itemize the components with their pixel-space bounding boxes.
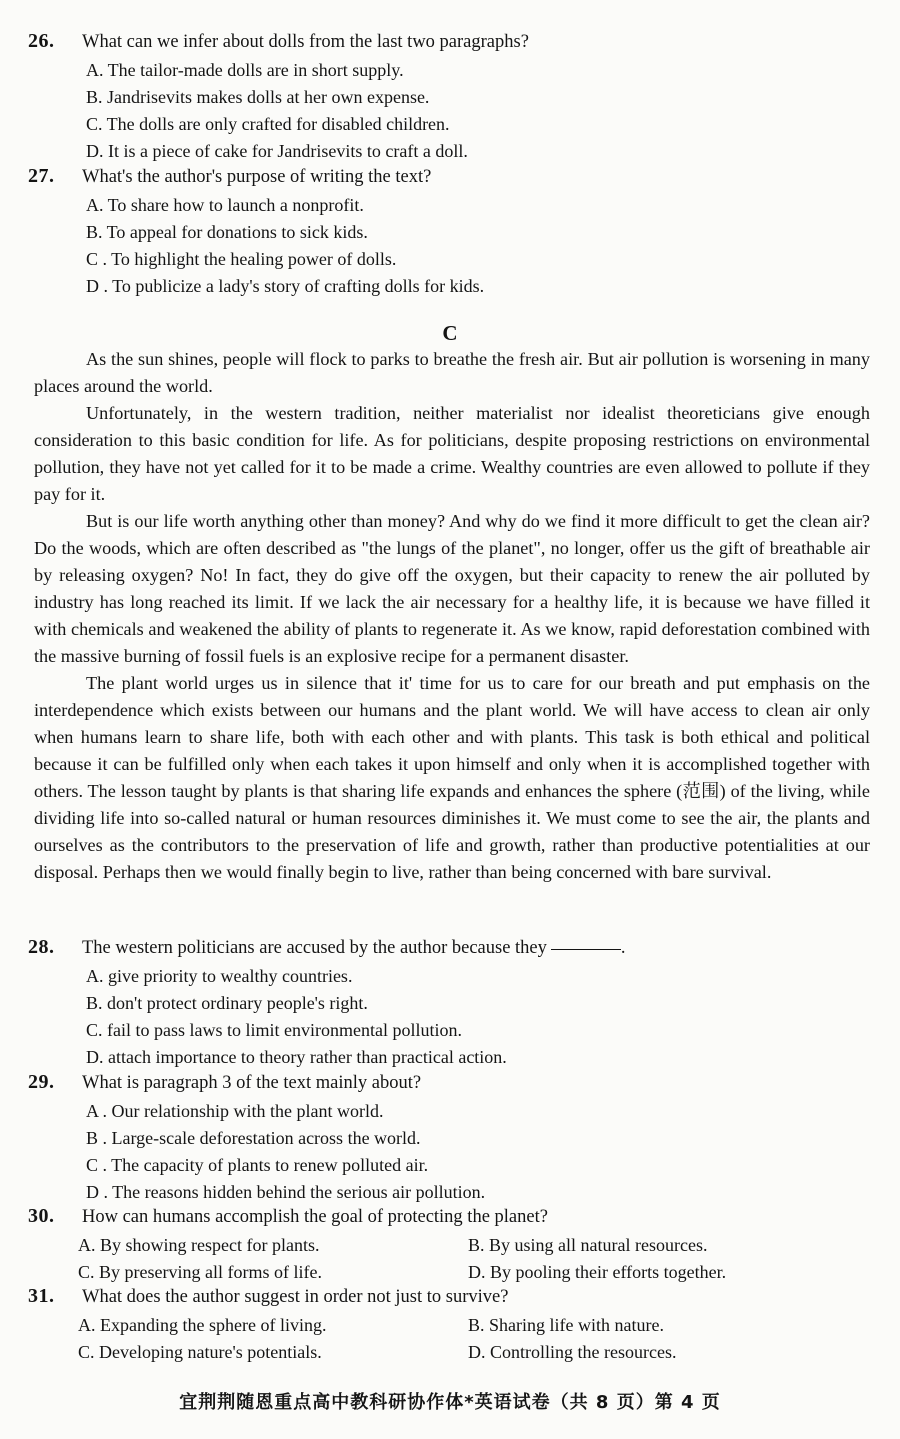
question-stem: How can humans accomplish the goal of protecting the planet? <box>82 1207 548 1227</box>
option-a: A. By showing respect for plants. <box>78 1235 320 1255</box>
option-a: A. The tailor-made dolls are in short supply. <box>86 60 404 80</box>
question-stem: What does the author suggest in order not just to survive? <box>82 1287 509 1307</box>
option-d: D. By pooling their efforts together. <box>468 1262 727 1282</box>
option-c: C . The capacity of plants to renew polluted air. <box>86 1155 429 1175</box>
passage-paragraph-2: Unfortunately, in the western tradition, neither materialist nor idealist theoreticians give enough consideration to this basic condition for life. As for politicians, despite proposing restrictions on environmental pollution, they have not yet called for it to be made a crime. Wealthy countries are even allowed to pollute if they pay for it. <box>34 403 870 504</box>
question-number: 29. <box>28 1071 55 1093</box>
option-d: D. attach importance to theory rather than practical action. <box>86 1047 507 1067</box>
section-heading: C <box>442 321 458 345</box>
option-c: C. fail to pass laws to limit environmental pollution. <box>86 1020 462 1040</box>
option-b: B. Jandrisevits makes dolls at her own expense. <box>86 87 430 107</box>
option-a: A. give priority to wealthy countries. <box>86 966 353 986</box>
option-d: D . The reasons hidden behind the serious air pollution. <box>86 1182 486 1202</box>
option-d: D . To publicize a lady's story of crafting dolls for kids. <box>86 276 485 296</box>
question-number: 31. <box>28 1285 55 1307</box>
page-footer: 宜荆荆随恩重点高中教科研协作体*英语试卷（共 8 页）第 4 页 <box>179 1392 721 1413</box>
option-c: C . To highlight the healing power of dolls. <box>86 249 397 269</box>
question-number: 26. <box>28 30 55 52</box>
option-d: D. Controlling the resources. <box>468 1342 677 1362</box>
question-number: 30. <box>28 1205 55 1227</box>
options-grid <box>78 1232 870 1286</box>
option-d: D. It is a piece of cake for Jandrisevits to craft a doll. <box>86 141 468 161</box>
option-b: B . Large-scale deforestation across the world. <box>86 1128 421 1148</box>
options-grid <box>78 1312 870 1366</box>
option-a: A. Expanding the sphere of living. <box>78 1315 327 1335</box>
question-number: 28. <box>28 936 55 958</box>
option-b: B. Sharing life with nature. <box>468 1315 664 1335</box>
answer-blank <box>551 949 621 950</box>
question-29 <box>28 1071 870 1206</box>
question-stem <box>82 938 870 959</box>
option-c: C. By preserving all forms of life. <box>78 1262 322 1282</box>
question-31 <box>28 1285 870 1366</box>
question-stem: What is paragraph 3 of the text mainly about? <box>82 1073 422 1093</box>
option-c: C. Developing nature's potentials. <box>78 1342 322 1362</box>
passage-paragraph-4: The plant world urges us in silence that it' time for us to care for our breath and put emphasis on the interdependence which exists between our humans and the plant world. We will have access to clean air only when humans learn to share life, both with each other and with plants. This task is both ethical and political because it can be fulfilled only when each takes it upon himself and only when it is accomplished together with others. The lesson taught by plants is that sharing life expands and enhances the sphere (范围) of the living, while dividing life into so-called natural or human resources diminishes it. We must come to see the air, the plants and ourselves as the contributors to the preservation of life and growth, rather than productive potentialities at our disposal. Perhaps then we would finally begin to live, rather than being concerned with bare survival. <box>34 673 870 882</box>
option-a: A . Our relationship with the plant world. <box>86 1101 384 1121</box>
option-b: B. don't protect ordinary people's right. <box>86 993 368 1013</box>
option-a: A. To share how to launch a nonprofit. <box>86 195 364 215</box>
passage-paragraph-3: But is our life worth anything other than money? And why do we find it more difficult to get the clean air? Do the woods, which are often described as "the lungs of the planet", no longer, offer us the gift of breathable air by releasing oxygen? No! In fact, they do give off the oxygen, but their capacity to renew the air polluted by industry has long reached its limit. If we lack the air necessary for a healthy life, it is because we have filled it with chemicals and weakened the ability of plants to regenerate it. As we know, rapid deforestation combined with the massive burning of fossil fuels is an explosive recipe for a permanent disaster. <box>34 511 870 666</box>
option-c: C. The dolls are only crafted for disabled children. <box>86 114 450 134</box>
passage-paragraph-1: As the sun shines, people will flock to parks to breathe the fresh air. But air pollution is worsening in many places around the world. <box>34 349 870 396</box>
question-26 <box>28 30 870 165</box>
option-b: B. By using all natural resources. <box>468 1235 708 1255</box>
question-27 <box>28 165 870 300</box>
question-number: 27. <box>28 165 55 187</box>
question-30 <box>28 1205 870 1286</box>
question-stem: What's the author's purpose of writing the text? <box>82 167 432 187</box>
question-stem-end: . <box>620 938 626 958</box>
passage-c <box>34 346 870 886</box>
question-28 <box>28 936 870 1071</box>
option-b: B. To appeal for donations to sick kids. <box>86 222 368 242</box>
question-stem: What can we infer about dolls from the last two paragraphs? <box>82 32 529 52</box>
question-stem-text: The western politicians are accused by the author because they <box>82 938 547 958</box>
